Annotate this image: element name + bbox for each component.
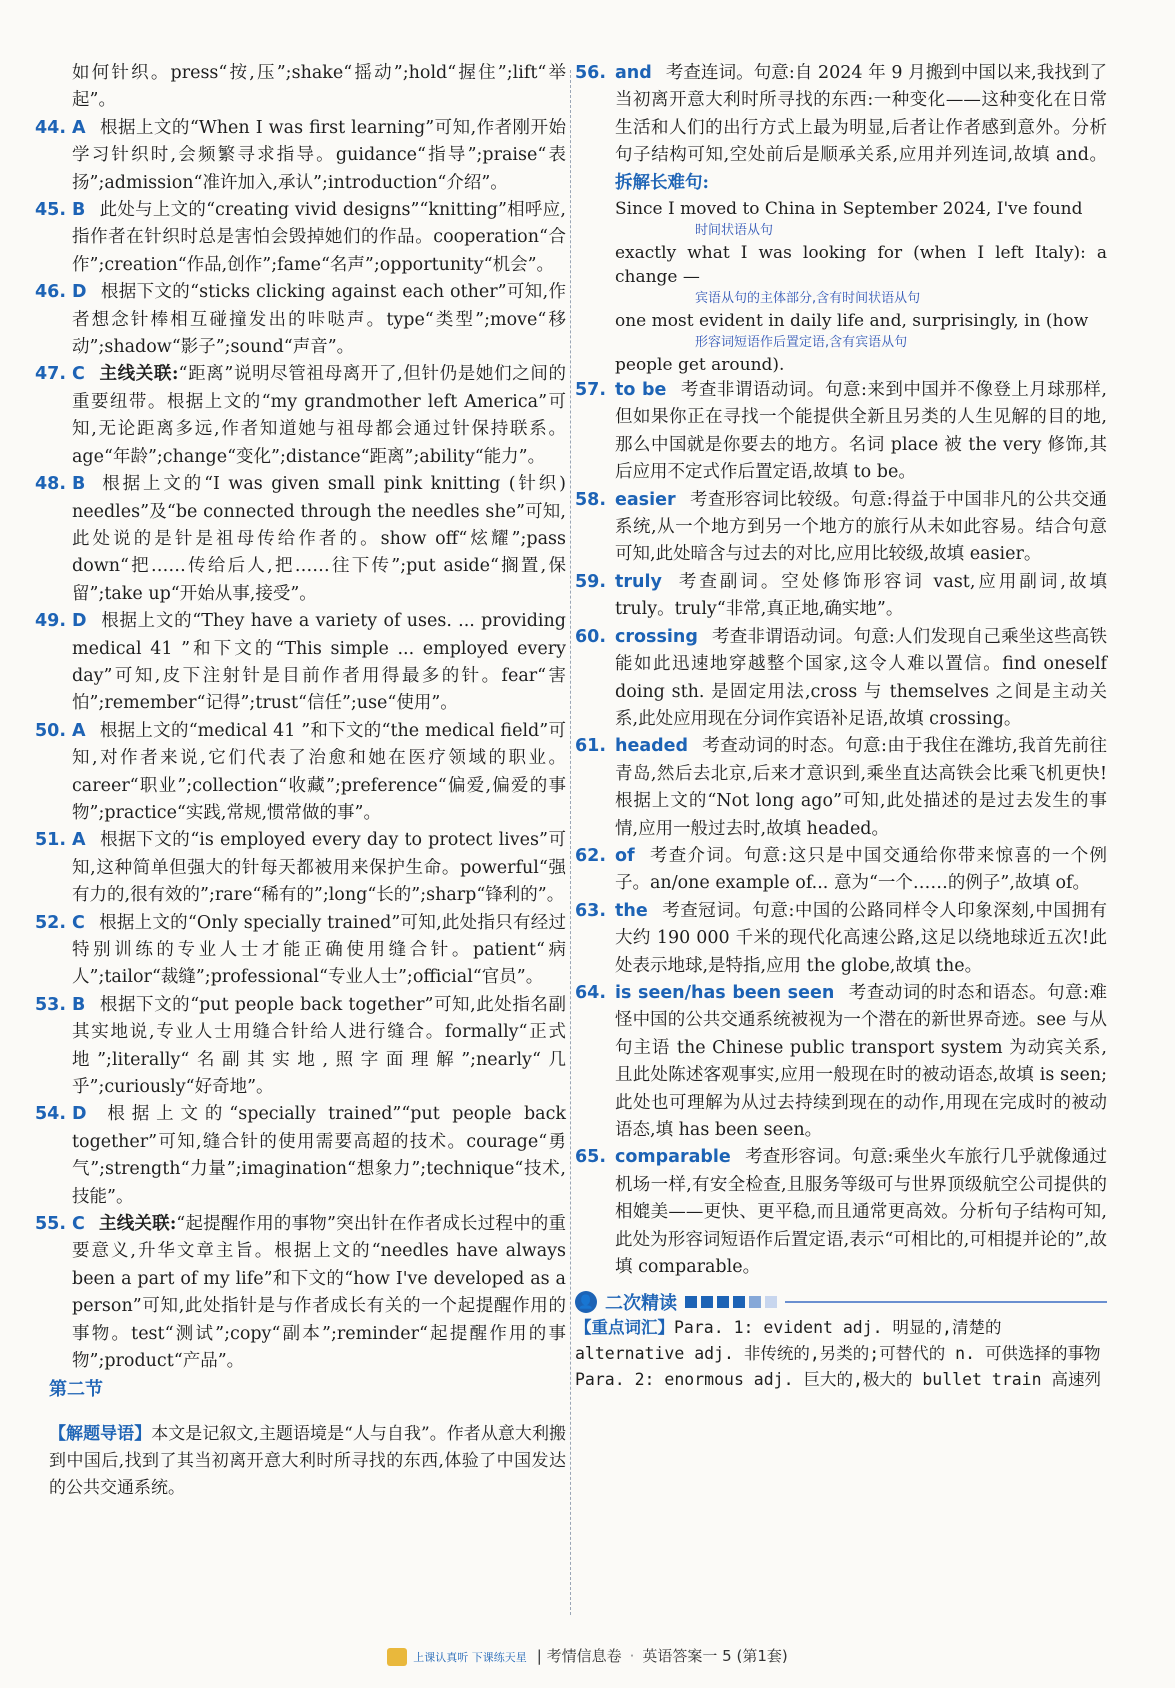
question-number: 54. (35, 1104, 67, 1125)
answer-key: A (72, 830, 86, 851)
question-number: 47. (35, 364, 67, 385)
answer-key: D (72, 1104, 87, 1125)
mainline-tag: 主线关联: (98, 364, 179, 385)
answer-item (35, 992, 566, 1102)
answer-item (35, 827, 566, 909)
section-guide (49, 1421, 566, 1502)
question-number: 46. (35, 282, 67, 303)
decorative-squares (685, 1296, 777, 1308)
explanation: 根据上文的“medical 41 ”和下文的“the medical field”可知,对作者来说,它们代表了治愈和她在医疗领域的职业。career“职业”;collection“收藏”;preference“偏爱,偏爱的事物”;practice“实践,常规,惯常做的事”。 (72, 720, 566, 823)
answer-key: D (72, 282, 87, 303)
answer-key: D (72, 611, 87, 632)
answer-key: C (72, 912, 85, 933)
section-2 (49, 1376, 566, 1502)
explanation: 根据下文的“sticks clicking against each other”可知,作者想念针棒相互碰撞发出的咔哒声。type“类型”;move“移动”;shadow“影子”;sound“声音”。 (72, 282, 566, 358)
explanation: 考查动词的时态。句意:由于我住在潍坊,我首先前往青岛,然后去北京,后来才意识到,乘坐直达高铁会比乘飞机更快!根据上文的“Not long ago”可知,此处描述的是过去发生的事情,应用一般过去时,故填 headed。 (615, 736, 1107, 839)
question-number: 60. (575, 626, 607, 647)
explanation: 此处与上文的“creating vivid designs”“knitting”相呼应,指作者在针织时总是害怕会毁掉她们的作品。cooperation“合作”;creation“作品,创作”;fame“名声”;opportunity“机会”。 (72, 200, 566, 275)
question-number: 53. (35, 994, 67, 1015)
answer-item (575, 733, 1107, 843)
explanation: 考查副词。空处修饰形容词 vast,应用副词,故填 truly。truly“非常,真正地,确实地”。 (615, 571, 1107, 620)
grammar-note: 形容词短语作后置定语,含有宾语从句 (695, 335, 908, 351)
explanation: 根据上文的“They have a variety of uses. ... providing medical 41 ”和下文的“This simple ... employed every day”可知,皮下注射针是目前作者用得最多的针。fear“害怕”;remember“记得”;trust“信任”;use“使用”。 (72, 611, 566, 714)
answer-item (35, 1211, 566, 1375)
explanation: 根据上文的“specially trained”“put people back together”可知,缝合针的使用需要高超的技术。courage“勇气”;strength“力量”;imagination“想象力”;technique“技术,技能”。 (72, 1104, 566, 1207)
grammar-note: 宾语从句的主体部分,含有时间状语从句 (695, 291, 921, 307)
question-number: 57. (575, 380, 607, 401)
answer-item (35, 608, 566, 718)
answer-key: to be (615, 380, 667, 401)
question-number: 58. (575, 489, 607, 510)
question-number: 44. (35, 117, 67, 138)
explanation: “距离”说明尽管祖母离开了,但针仍是她们之间的重要纽带。根据上文的“my grandmother left America”可知,无论距离多远,作者知道她与祖母都会通过针保持联系。age“年龄”;change“变化”;distance“距离”;ability“能力”。 (72, 364, 566, 467)
answer-key: of (615, 845, 635, 866)
explanation: 根据下文的“is employed every day to protect lives”可知,这种简单但强大的针每天都被用来保护生命。powerful“强有力的,很有效的”;rare“稀有的”;long“长的”;sharp“锋利的”。 (72, 830, 566, 906)
answer-key: A (72, 117, 86, 138)
header-rule (785, 1301, 1107, 1303)
second-read-title: 二次精读 (605, 1293, 677, 1315)
answer-key: and (615, 63, 652, 83)
answer-key: B (72, 200, 86, 221)
page-number: 5 (722, 1647, 732, 1665)
explanation: 考查介词。句意:这只是中国交通给你带来惊喜的一个例子。an/one example of... 意为“一个……的例子”,故填 of。 (615, 845, 1107, 894)
answer-key: C (72, 364, 85, 385)
answer-key: comparable (615, 1147, 731, 1168)
explanation: 考查连词。句意:自 2024 年 9 月搬到中国以来,我找到了当初离开意大利时所寻找的东西:一种变化——这种变化在日常生活和人们的出行方式上最为明显,后者让作者感到意外。分析句子结构可知,空处前后是顺承关系,应用并列连词,故填 and。 (615, 63, 1107, 166)
vocab-line (575, 1315, 1107, 1367)
question-number: 62. (575, 845, 607, 866)
question-number: 49. (35, 611, 67, 632)
answer-key: B (72, 474, 86, 495)
answer-item (35, 279, 566, 361)
question-number: 56. (575, 63, 607, 83)
vocab-tag: 【重点词汇】 (575, 1318, 674, 1338)
answer-key: A (72, 720, 86, 741)
explanation: 考查形容词比较级。句意:得益于中国非凡的公共交通系统,从一个地方到另一个地方的旅行从未如此容易。结合句意可知,此处暗含与过去的对比,应用比较级,故填 easier。 (615, 489, 1107, 565)
answer-item (575, 624, 1107, 734)
question-number: 55. (35, 1214, 67, 1235)
question-number: 48. (35, 474, 67, 495)
right-column (575, 60, 1107, 1622)
answer-item (35, 471, 566, 608)
answer-item (575, 980, 1107, 1144)
explanation: 根据上文的“Only specially trained”可知,此处指只有经过特别训练的专业人士才能正确使用缝合针。patient“病人”;tailor“裁缝”;professional“专业人士”;official“官员”。 (72, 912, 566, 988)
vocab-line: Para. 2: enormous adj. 巨大的,极大的 bullet train 高速列 (575, 1370, 1101, 1390)
question-number: 45. (35, 200, 67, 221)
answer-item (575, 377, 1107, 487)
reader-icon: 👤 (575, 1291, 597, 1313)
explanation: 根据上文的“I was given small pink knitting (针织) needles”及“be connected through the needles she”可知,此处说的是针是祖母传给作者的。show off“炫耀”;pass down“把……传给后人,把……往下传”;put aside“搁置,保留”;take up“开始从事,接受”。 (72, 474, 566, 604)
answer-item (575, 569, 1107, 624)
answer-key: headed (615, 736, 689, 757)
explanation: 考查形容词。句意:乘坐火车旅行几乎就像通过机场一样,有安全检查,且服务等级可与世界顶级航空公司提供的相媲美——更快、更平稳,而且通常更高效。分析句子结构可知,此处为形容词短语作后置定语,表示“可相比的,可相提并论的”,故填 comparable。 (615, 1147, 1107, 1278)
question-number: 51. (35, 830, 67, 851)
answer-key: easier (615, 489, 676, 510)
answer-key: C (72, 1214, 85, 1235)
explanation: “起提醒作用的事物”突出针在作者成长过程中的重要意义,升华文章主旨。根据上文的“needles have always been a part of my life”和下文的“how I've developed as a person”可知,此处指针是与作者成长有关的一个起提醒作用的事物。test“测试”;copy“副本”;reminder“起提醒作用的事物”;product“产品”。 (72, 1214, 566, 1372)
question-number: 64. (575, 982, 607, 1003)
answer-key: the (615, 900, 648, 921)
column-divider (570, 70, 571, 1615)
answer-item (35, 361, 566, 471)
sentence-line: Since I moved to China in September 2024, I've found (615, 199, 1083, 220)
right-answer-list (575, 377, 1107, 1281)
answer-item (575, 487, 1107, 569)
answer-item (575, 1144, 1107, 1281)
explanation: 考查非谓语动词。句意:来到中国并不像登上月球那样,但如果你正在寻找一个能提供全新且另类的人生见解的目的地,那么中国就是你要去的地方。名词 place 被 the very 修饰,其后应用不定式作后置定语,故填 to be。 (615, 380, 1107, 483)
answer-item (35, 1101, 566, 1211)
question-number: 50. (35, 720, 67, 741)
mainline-tag: 主线关联: (98, 1214, 177, 1235)
answer-key: B (72, 994, 86, 1015)
answer-key: crossing (615, 626, 698, 647)
explanation: 根据下文的“put people back together”可知,此处指名副其实地说,专业人士用缝合针给人进行缝合。formally“正式地”;literally“名副其实地,照字面理解”;nearly“几乎”;curiously“好奇地”。 (72, 994, 566, 1098)
sentence-analysis (575, 197, 1107, 377)
guide-text: 本文是记叙文,主题语境是“人与自我”。作者从意大利搬到中国后,找到了其当初离开意大利时所寻找的东西,体验了中国发达的公共交通系统。 (49, 1423, 566, 1498)
intro-text: 如何针织。press“按,压”;shake“摇动”;hold“握住”;lift“举起”。 (72, 63, 566, 111)
question-number: 59. (575, 571, 607, 592)
vocab-block (575, 1315, 1107, 1393)
question-number: 65. (575, 1147, 607, 1168)
guide-tag: 【解题导语】 (49, 1423, 152, 1444)
answer-item (575, 60, 1107, 197)
explanation: 根据上文的“When I was first learning”可知,作者刚开始学习针织时,会频繁寻求指导。guidance“指导”;praise“表扬”;admission“准许加入,承认”;introduction“介绍”。 (72, 117, 566, 193)
section-heading: 第二节 (49, 1378, 103, 1400)
long-sentence-tag: 拆解长难句: (615, 172, 709, 193)
answer-key: is seen/has been seen (615, 982, 835, 1003)
left-column (35, 60, 566, 1622)
answer-item (35, 910, 566, 992)
sentence-line: exactly what I was looking for (when I left Italy): a change — (615, 243, 1107, 288)
answer-item (35, 197, 566, 279)
explanation: 考查非谓语动词。句意:人们发现自己乘坐这些高铁能如此迅速地穿越整个国家,这令人难以置信。find oneself doing sth. 是固定用法,cross 与 themselves 之间是主动关系,此处应用现在分词作宾语补足语,故填 crossing。 (615, 626, 1107, 729)
answer-key: truly (615, 571, 662, 592)
brand-slogan: 上课认真听 下课练天星 (413, 1650, 527, 1664)
sentence-line: people get around). (615, 355, 785, 376)
vocab-text: Para. 1: evident adj. 明显的,清楚的 alternative adj. 非传统的,另类的;可替代的 n. 可供选择的事物 (575, 1318, 1101, 1364)
question-number: 52. (35, 912, 67, 933)
question-number: 63. (575, 900, 607, 921)
second-read-header (575, 1289, 1107, 1315)
question-number: 61. (575, 736, 607, 757)
explanation: 考查冠词。句意:中国的公路同样令人印象深刻,中国拥有大约 190 000 千米的现代化高速公路,这足以绕地球近五次!此处表示地球,是特指,应用 the globe,故填 the。 (615, 900, 1107, 976)
answer-item (575, 843, 1107, 898)
footer-subject: 英语答案一 (642, 1647, 718, 1665)
set-label: (第1套) (736, 1647, 788, 1665)
brand-logo (387, 1648, 407, 1666)
answer-item (35, 718, 566, 828)
explanation: 考查动词的时态和语态。句意:难怪中国的公共交通系统被视为一个潜在的新世界奇迹。see 与从句主语 the Chinese public transport system 为动宾关系,且此处陈述客观事实,应用一般现在时的被动语态,故填 is seen;此处也可理解为从过去持续到现在的动作,用现在完成时的被动语态,填 has been seen。 (615, 982, 1107, 1140)
sentence-line: one most evident in daily life and, surprisingly, in (how (615, 311, 1089, 332)
answer-item (575, 898, 1107, 980)
grammar-note: 时间状语从句 (695, 223, 774, 239)
left-answer-list (35, 115, 566, 1376)
footer-title: 考情信息卷 (546, 1647, 622, 1665)
answer-item (35, 115, 566, 197)
page-footer: 上课认真听 下课练天星 | 考情信息卷 · 英语答案一 5 (第1套) (0, 1645, 1175, 1666)
